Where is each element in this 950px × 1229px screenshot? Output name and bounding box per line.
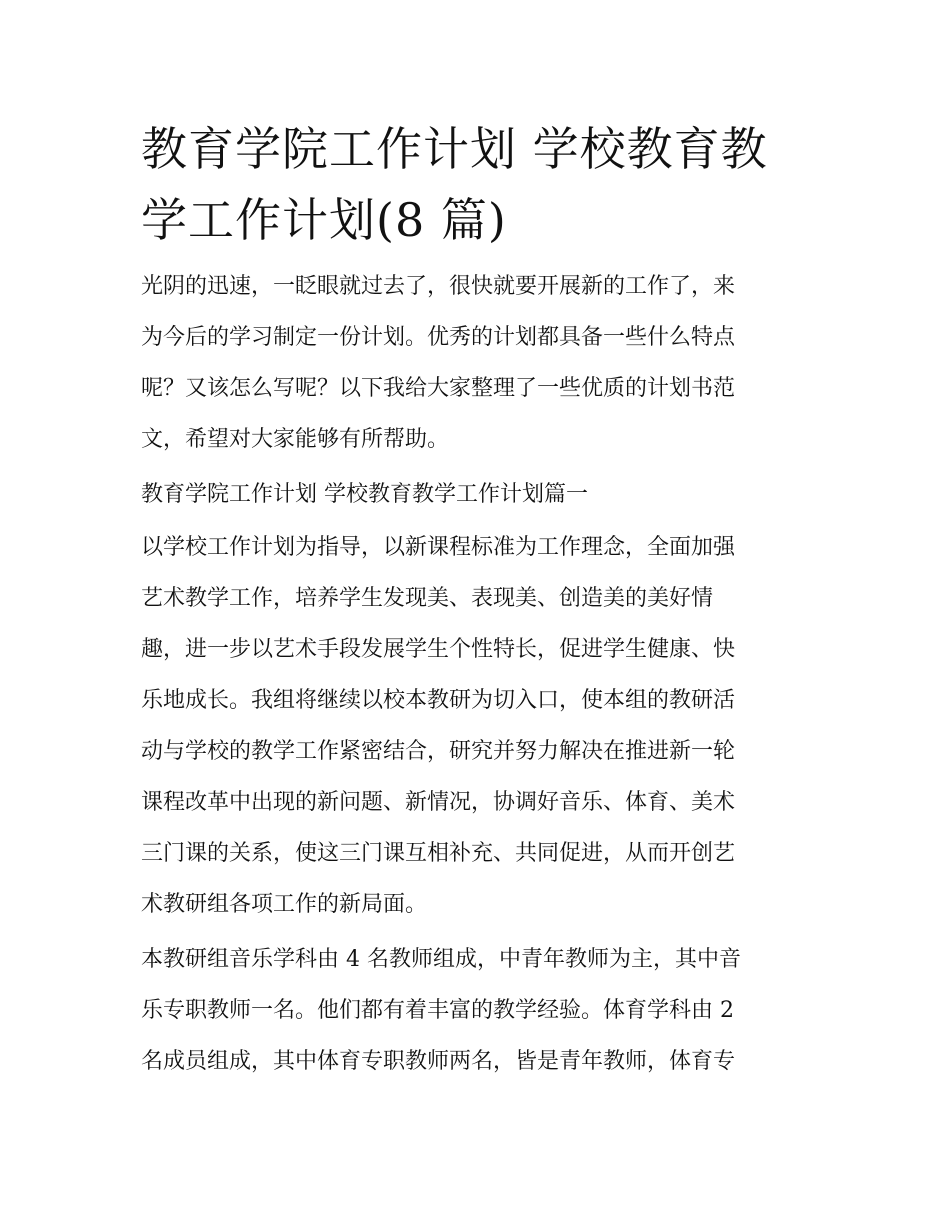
- document-title: 教育学院工作计划 学校教育教 学工作计划(8 篇): [141, 122, 768, 247]
- intro-paragraph: 光阴的迅速，一眨眼就过去了，很快就要开展新的工作了，来 为今后的学习制定一份计划。优秀的计划都具备一些什么特点 呢？又该怎么写呢？以下我给大家整理了一些优质的计划书范 文，希望对大家能够有所帮助。: [141, 274, 736, 452]
- document-body: [141, 114, 813, 1087]
- body-paragraph-1: 以学校工作计划为指导，以新课程标准为工作理念，全面加强 艺术教学工作，培养学生发现美、表现美、创造美的美好情 趣，进一步以艺术手段发展学生个性特长，促进学生健康、快 乐地成长。我组将继续以校本教研为切入口，使本组的教研活 动与学校的教学工作紧密结合，研究并努力解决在推进新一轮 课程改革中出现的新问题、新情况，协调好音乐、体育、美术 三门课的关系，使这三门课互相补充、共同促进，从而开创艺 术教研组各项工作的新局面。: [141, 535, 736, 917]
- section-heading: 教育学院工作计划 学校教育教学工作计划篇一: [141, 482, 588, 507]
- body-paragraph-2: 本教研组音乐学科由 4 名教师组成，中青年教师为主，其中音 乐专职教师一名。他们都有着丰富的教学经验。体育学科由 2 名成员组成，其中体育专职教师两名，皆是青年教师，体育专: [141, 947, 741, 1074]
